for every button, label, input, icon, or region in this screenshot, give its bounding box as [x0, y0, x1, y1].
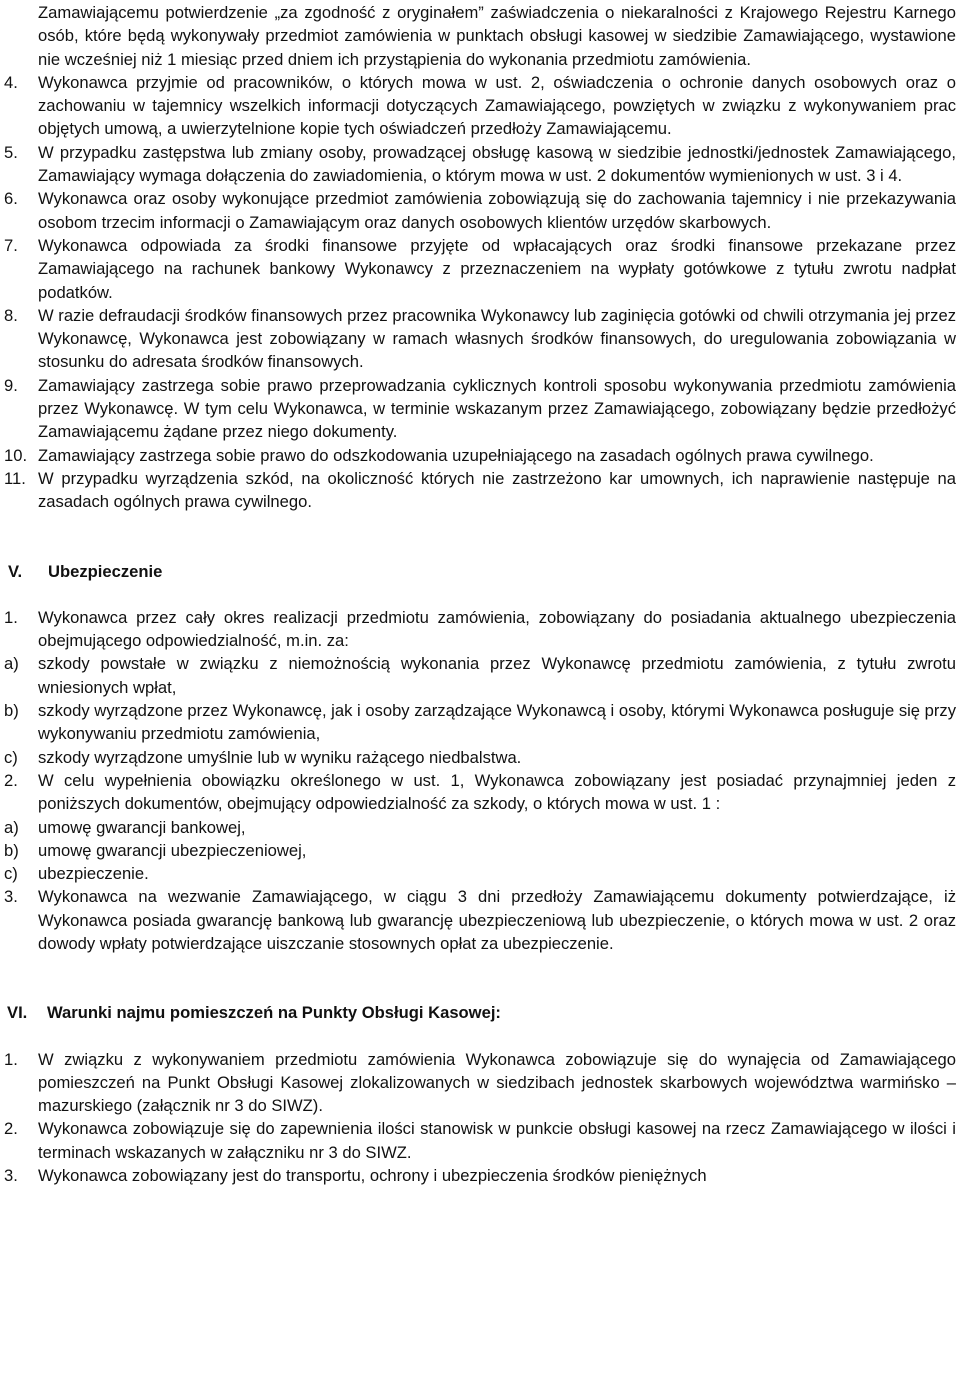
list-item: [4, 885, 956, 955]
item-text: szkody wyrządzone przez Wykonawcę, jak i osoby zarządzające Wykonawcą i osoby, którymi Wykonawca posługuje się przy wykonywaniu przedmiotu zamówienia,: [38, 701, 956, 744]
item-number: 2.: [4, 1119, 18, 1139]
list-item: [4, 816, 956, 839]
list-item: [4, 374, 956, 444]
list-item: [4, 746, 956, 769]
list-item: [4, 234, 956, 304]
item-text: Wykonawca zobowiązany jest do transportu, ochrony i ubezpieczenia środków pieniężnych: [38, 1166, 707, 1186]
item-text: Zamawiający zastrzega sobie prawo przeprowadzania cyklicznych kontroli sposobu wykonywania przedmiotu zamówienia przez Wykonawcę. W tym celu Wykonawca, w terminie wskazanym przez Zamawiającego, zobowiązany będzie przedłożyć Zamawiającemu żądane przez niego dokumenty.: [38, 375, 956, 442]
item-text: W celu wypełnienia obowiązku określonego w ust. 1, Wykonawca zobowiązany jest posiadać przynajmniej jeden z poniższych dokumentów, obejmujący odpowiedzialność za szkody, o których mowa w ust. 1 :: [38, 770, 956, 814]
numbered-list: [4, 71, 956, 514]
item-number: 5.: [4, 142, 18, 162]
list-item: [4, 862, 956, 885]
list-item: [4, 839, 956, 862]
item-text: Wykonawca przyjmie od pracowników, o których mowa w ust. 2, oświadczenia o ochronie danych osobowych oraz o zachowaniu w tajemnicy wszelkich informacji dotyczących Zamawiającego, powziętych w związku z wykonywaniem prac objętych umową, a uwierzytelnione kopie tych oświadczeń przedłoży Zamawiającemu.: [38, 72, 956, 139]
list-item: [4, 1164, 956, 1187]
item-letter: a): [4, 817, 19, 837]
item-text: ubezpieczenie.: [38, 864, 149, 884]
section-v-heading: [4, 560, 956, 583]
item-text: Zamawiający zastrzega sobie prawo do odszkodowania uzupełniającego na zasadach ogólnych prawa cywilnego.: [38, 445, 874, 465]
item-text: umowę gwarancji ubezpieczeniowej,: [38, 840, 307, 860]
item-letter: c): [4, 747, 18, 767]
list-item: [4, 141, 956, 188]
item-text: szkody powstałe w związku z niemożnością wykonania przez Wykonawcę przedmiotu zamówienia, z tytułu zwrotu wniesionych wpłat,: [38, 654, 956, 697]
list-item: [4, 769, 956, 816]
item-text: W przypadku wyrządzenia szkód, na okoliczność których nie zastrzeżono kar umownych, ich naprawienie następuje na zasadach ogólnych prawa cywilnego.: [38, 468, 956, 512]
item-text: W razie defraudacji środków finansowych przez pracownika Wykonawcy lub zaginięcia gotówki od chwili otrzymania jej przez Wykonawcę, Wykonawca jest zobowiązany w ramach własnych środków finansowych, do uregulowania zobowiązania w stosunku do adresata środków finansowych.: [38, 305, 956, 372]
item-number: 4.: [4, 72, 18, 92]
item-text: W związku z wykonywaniem przedmiotu zamówienia Wykonawca zobowiązuje się do wynajęcia od Zamawiającego pomieszczeń na Punkt Obsługi Kasowej zlokalizowanych w siedzibach jednostek skarbowych województwa warmińsko – mazurskiego (załącznik nr 3 do SIWZ).: [38, 1049, 956, 1116]
item-number: 1.: [4, 1049, 18, 1069]
list-item: [4, 699, 956, 746]
item-letter: b): [4, 840, 19, 860]
item-number: 8.: [4, 305, 18, 325]
section-vi-number: VI.: [7, 1003, 28, 1023]
list-item: [4, 187, 956, 234]
list-item: [4, 467, 956, 514]
item-text: Wykonawca przez cały okres realizacji przedmiotu zamówienia, zobowiązany do posiadania aktualnego ubezpieczenia obejmującego odpowiedzialność, m.in. za:: [38, 607, 956, 651]
item-text: Wykonawca oraz osoby wykonujące przedmiot zamówienia zobowiązują się do zachowania tajemnicy i nie przekazywania osobom trzecim informacji o Zamawiającym oraz danych osobowych klientów urzędów skarbowych.: [38, 189, 956, 232]
section-v-list: [4, 606, 956, 955]
list-item: [4, 606, 956, 653]
item-letter: a): [4, 654, 19, 674]
list-item: [4, 71, 956, 141]
list-item: [4, 1048, 956, 1118]
section-vi-title: Warunki najmu pomieszczeń na Punkty Obsługi Kasowej:: [47, 1003, 501, 1023]
item-number: 3.: [4, 887, 18, 907]
section-vi-list: [4, 1048, 956, 1188]
item-text: szkody wyrządzone umyślnie lub w wyniku rażącego niedbalstwa.: [38, 747, 522, 767]
list-item: [4, 652, 956, 699]
list-item: [4, 1117, 956, 1164]
intro-paragraph: Zamawiającemu potwierdzenie „za zgodność z oryginałem” zaświadczenia o niekaralności z Krajowego Rejestru Karnego osób, które będą wykonywały przedmiot zamówienia w punktach obsługi kasowej w siedzibie Zamawiającego, wystawione nie wcześniej niż 1 miesiąc przed dniem ich przystąpienia do wykonania przedmiotu zamówienia.: [38, 3, 956, 69]
item-text: Wykonawca na wezwanie Zamawiającego, w ciągu 3 dni przedłoży Zamawiającemu dokumenty potwierdzające, iż Wykonawca posiada gwarancję bankową lub gwarancję ubezpieczeniową lub ubezpieczenie, o których mowa w ust. 2 oraz dowody wpłaty potwierdzające uiszczanie stosownych opłat za ubezpieczenie.: [38, 887, 956, 953]
item-number: 9.: [4, 375, 18, 395]
section-v-title: Ubezpieczenie: [48, 561, 163, 581]
section-vi-heading: [4, 1001, 956, 1024]
item-letter: c): [4, 864, 18, 884]
item-text: Wykonawca odpowiada za środki finansowe przyjęte od wpłacających oraz środki finansowe przekazane przez Zamawiającego na rachunek bankowy Wykonawcy z przeznaczeniem na wypłaty gotówkowe z tytułu zwrotu nadpłat podatków.: [38, 235, 956, 302]
section-v-number: V.: [8, 561, 23, 581]
item-text: umowę gwarancji bankowej,: [38, 817, 246, 837]
item-number: 3.: [4, 1166, 18, 1186]
item-number: 6.: [4, 189, 18, 209]
item-number: 10.: [4, 445, 28, 465]
item-text: Wykonawca zobowiązuje się do zapewnienia ilości stanowisk w punkcie obsługi kasowej na rzecz Zamawiającego w ilości i terminach wskazanych w załączniku nr 3 do SIWZ.: [38, 1119, 956, 1162]
item-text: W przypadku zastępstwa lub zmiany osoby, prowadzącej obsługę kasową w siedzibie jednostki/jednostek Zamawiającego, Zamawiający wymaga dołączenia do zawiadomienia, o którym mowa w ust. 2 dokumentów wymienionych w ust. 3 i 4.: [38, 142, 956, 186]
list-item: [4, 444, 956, 467]
item-number: 7.: [4, 235, 18, 255]
item-number: 1.: [4, 607, 18, 627]
item-letter: b): [4, 701, 19, 721]
item-number: 11.: [4, 468, 26, 488]
list-item: [4, 304, 956, 374]
item-number: 2.: [4, 770, 18, 790]
